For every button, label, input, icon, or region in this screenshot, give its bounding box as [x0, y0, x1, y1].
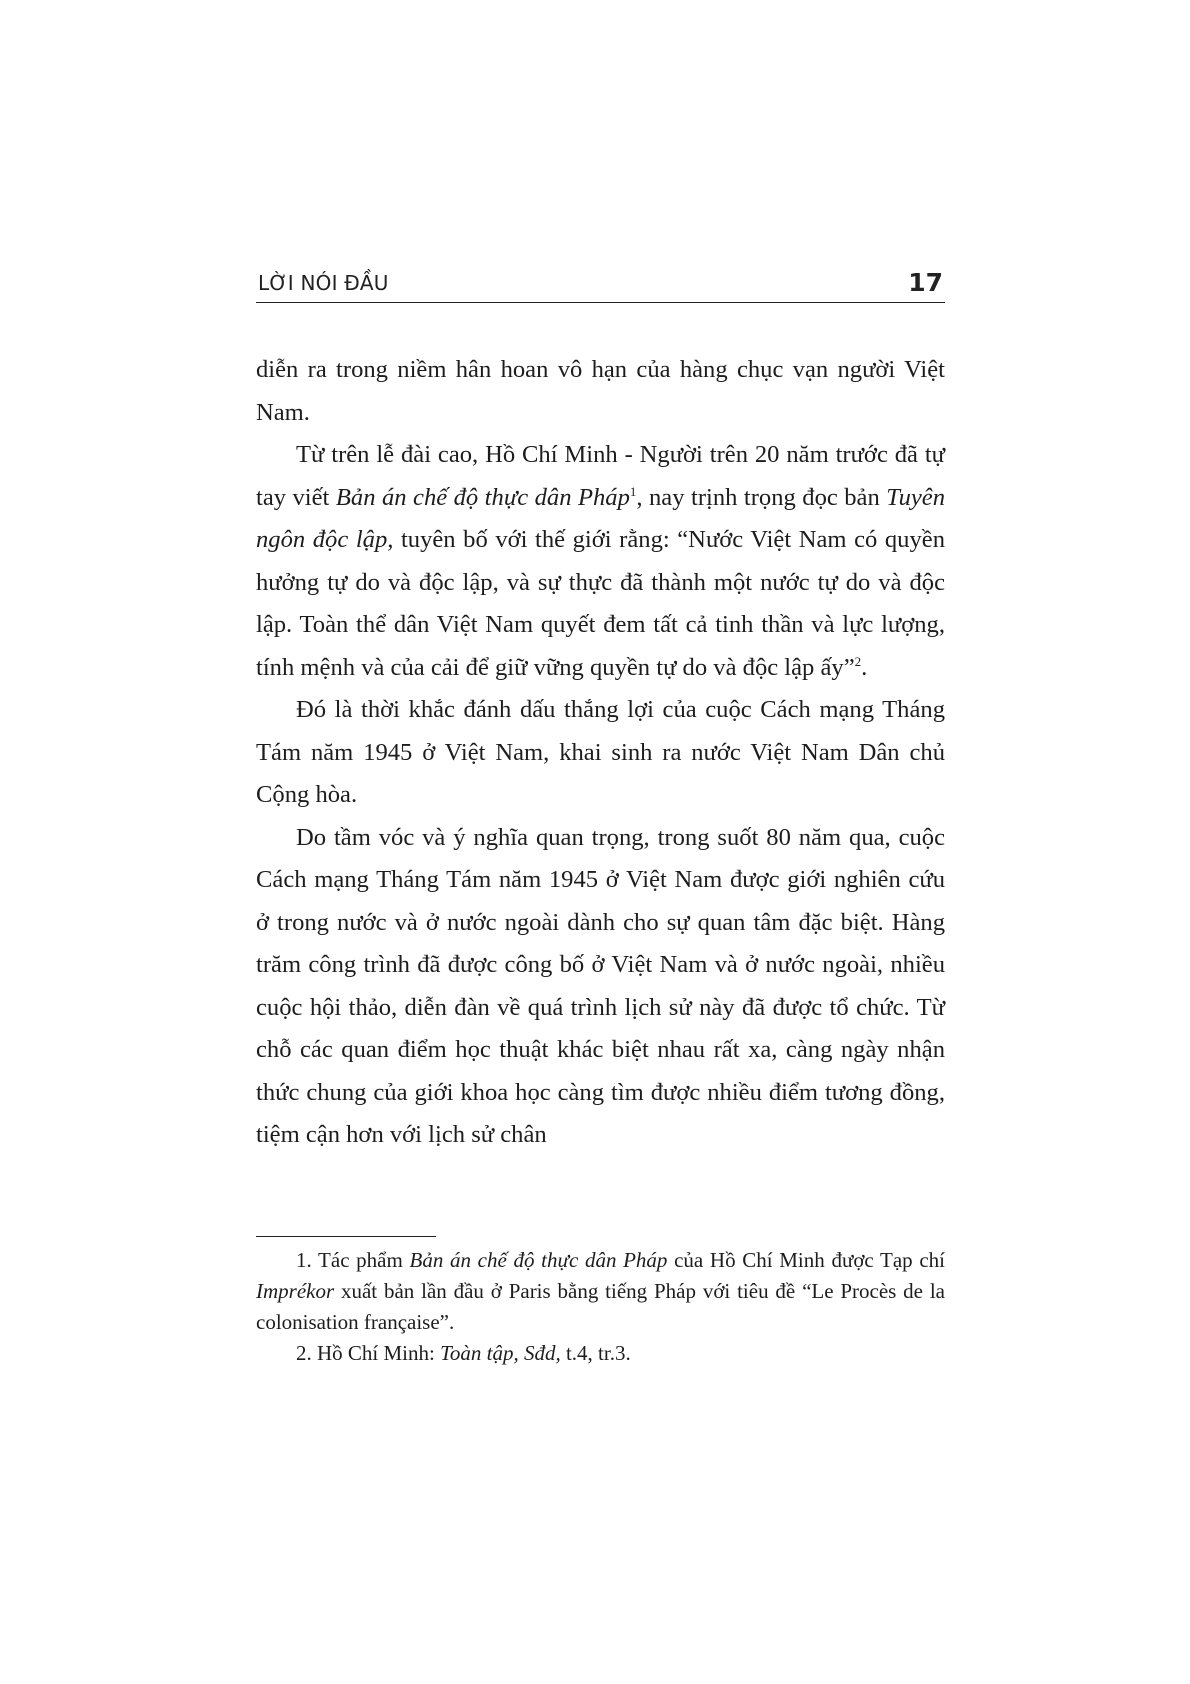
paragraph-2-text-d: , nay trịnh trọng đọc bản: [636, 483, 887, 511]
footnote-2: [256, 1338, 945, 1369]
book-title-ban-an: Bản án chế độ thực dân Pháp: [335, 483, 630, 511]
paragraph-3: Đó là thời khắc đánh dấu thắng lợi của cuộc Cách mạng Tháng Tám năm 1945 ở Việt Nam, khai sinh ra nước Việt Nam Dân chủ Cộng hòa.: [256, 696, 945, 808]
footnote-2-text-c: t.4, tr.3.: [560, 1341, 631, 1365]
section-title: LỜI NÓI ĐẦU: [258, 271, 389, 295]
document-title-tuyen-ngon: Tuyên ngôn độc lập,: [256, 483, 945, 553]
footnote-2-text-a: 2. Hồ Chí Minh:: [296, 1341, 441, 1365]
body-text: [256, 349, 945, 1157]
footnote-ref-1: 1: [629, 483, 637, 499]
footnote-divider: [256, 1236, 436, 1237]
paragraph-4: Do tầm vóc và ý nghĩa quan trọng, trong suốt 80 năm qua, cuộc Cách mạng Tháng Tám năm 1945 ở Việt Nam được giới nghiên cứu ở trong nước và ở nước ngoài dành cho sự quan tâm đặc biệt. Hàng trăm công trình đã được công bố ở Việt Nam và ở nước ngoài, nhiều cuộc hội thảo, diễn đàn về quá trình lịch sử này đã được tổ chức. Từ chỗ các quan điểm học thuật khác biệt nhau rất xa, càng ngày nhận thức chung của giới khoa học càng tìm được nhiều điểm tương đồng, tiệm cận hơn với lịch sử chân: [256, 823, 945, 1148]
footnote-1-text-c: của Hồ Chí Minh được Tạp chí: [667, 1248, 946, 1272]
paragraph-1: diễn ra trong niềm hân hoan vô hạn của hàng chục vạn người Việt Nam.: [256, 356, 945, 426]
footnote-2-source-title: Toàn tập, Sđd,: [440, 1341, 561, 1365]
footnotes: [256, 1245, 945, 1369]
footnote-1-text-e: xuất bản lần đầu ở Paris bằng tiếng Pháp với tiêu đề “Le Procès de la colonisation française”.: [256, 1279, 945, 1334]
footnote-ref-2: 2: [854, 653, 862, 669]
paragraph-2-text-f: tuyên bố với thế giới rằng: “Nước Việt Nam có quyền hưởng tự do và độc lập, và sự thực đã thành một nước tự do và độc lập. Toàn thể dân Việt Nam quyết đem tất cả tinh thần và lực lượng, tính mệnh và của cải để giữ vững quyền tự do và độc lập ấy”: [256, 526, 945, 681]
footnote-1-journal-title: Imprékor: [256, 1279, 335, 1303]
footnote-1-text-a: 1. Tác phẩm: [296, 1248, 410, 1272]
page-number: 17: [908, 268, 943, 297]
paragraph-2-text-a: Từ trên lễ đài cao, Hồ Chí Minh - Người trên 20 năm trước đã tự tay viết: [256, 441, 945, 511]
running-header: [256, 262, 945, 303]
paragraph-2-text-h: .: [861, 653, 868, 681]
footnote-1: [256, 1245, 945, 1338]
footnote-1-book-title: Bản án chế độ thực dân Pháp: [409, 1248, 668, 1272]
paragraph-2: [256, 434, 945, 689]
